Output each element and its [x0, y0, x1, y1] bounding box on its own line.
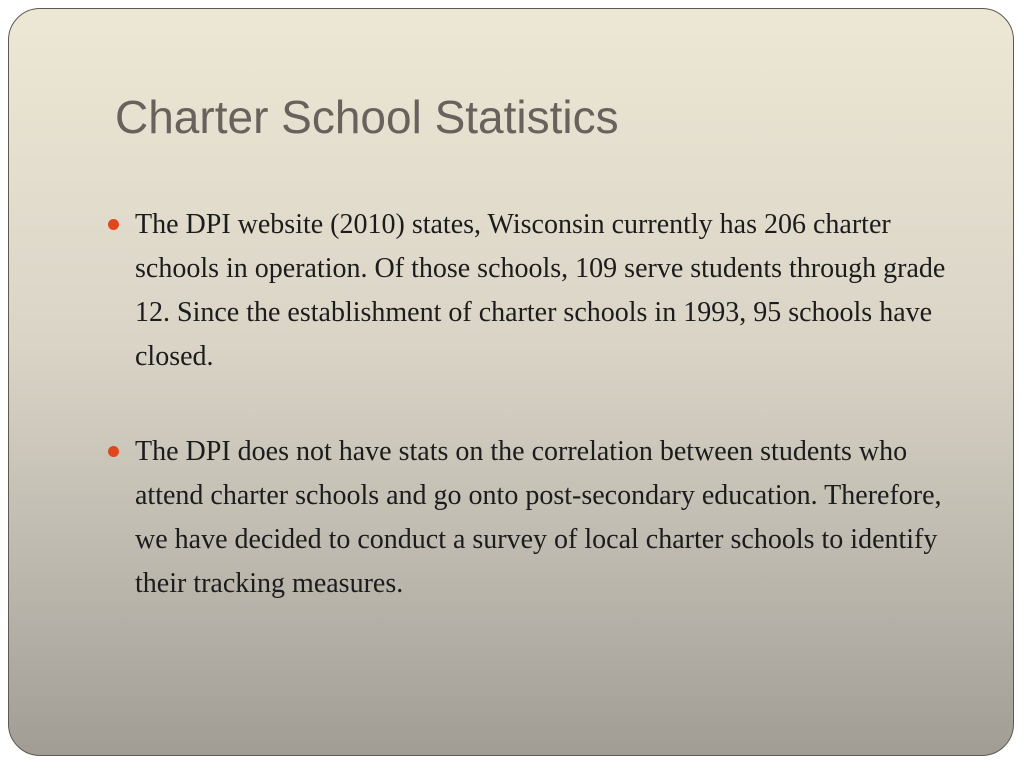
bullet-item [105, 430, 965, 606]
bullet-dot-icon [108, 219, 119, 230]
bullet-list [105, 203, 965, 657]
bullet-text: The DPI website (2010) states, Wisconsin currently has 206 charter schools in operation. Of those schools, 109 serve students through grade 12. Since the establishment of charter schools in 1993, 95 schools have closed. [135, 209, 946, 372]
bullet-item [105, 203, 965, 379]
bullet-dot-icon [108, 446, 119, 457]
bullet-text: The DPI does not have stats on the correlation between students who attend charter schools and go onto post-secondary education. Therefore, we have decided to conduct a survey of local charter schools to identify their tracking measures. [135, 436, 942, 599]
slide-title: Charter School Statistics [115, 91, 619, 143]
slide [8, 8, 1014, 756]
